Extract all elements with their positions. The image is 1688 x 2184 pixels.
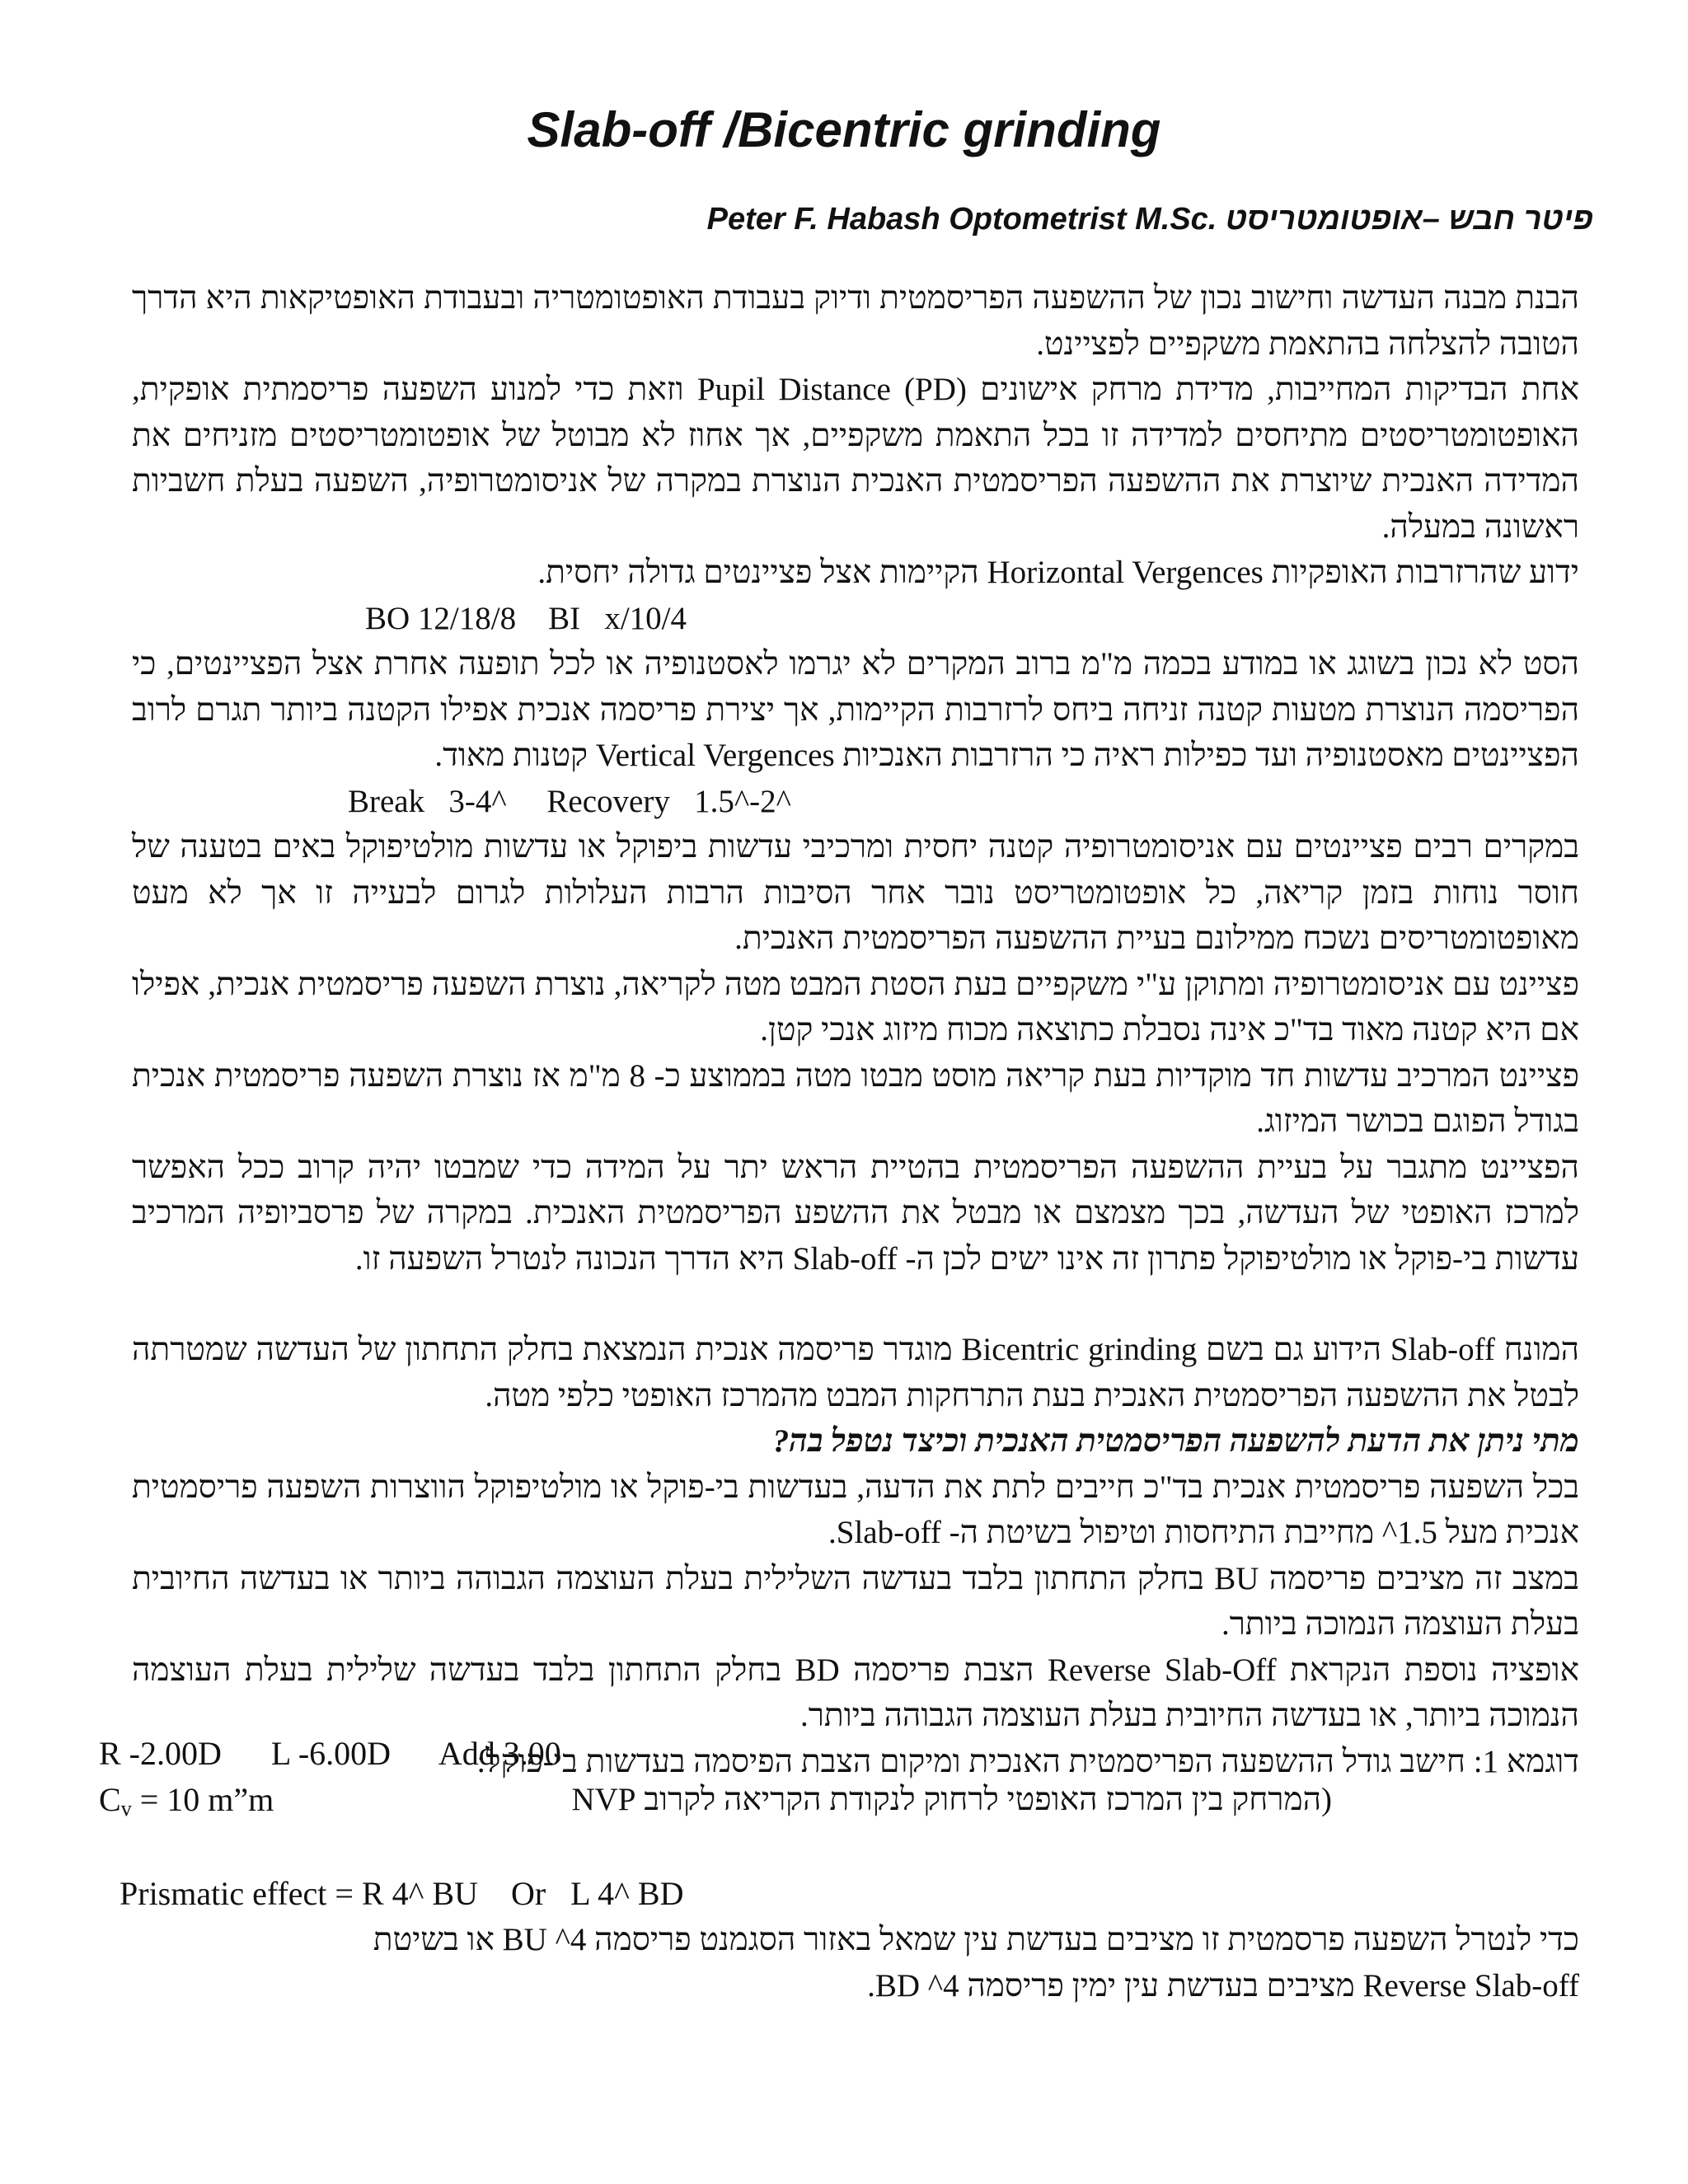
example-cv-note: (המרחק בין המרכז האופטי לרחוק לנקודת הקריאה לקרוב NVP xyxy=(571,1782,1332,1817)
example-prescription: R -2.00D L -6.00D Add 3.00 xyxy=(99,1735,561,1772)
example-solution-line-1: כדי לנטרל השפעה פרסמטית זו מציבים בעדשת עין שמאל באזור הסגמנט פריסמה BU ^4 או בשיטת xyxy=(373,1922,1579,1957)
example-prismatic-effect: Prismatic effect = R 4^ BU Or L 4^ BD xyxy=(120,1875,684,1912)
question-heading: מתי ניתן את הדעת להשפעה הפריסמטית האנכית וכיצד נטפל בה? xyxy=(772,1423,1579,1459)
cv-symbol: C xyxy=(99,1781,121,1818)
example-cv xyxy=(99,1777,274,1823)
paragraph-head-tilt: הפציינט מתגבר על בעיית ההשפעה הפריסמטית בהטיית הראש יתר על המידה כדי שמבטו יהיה קרוב ככל האפשר למרכז האופטי של העדשה, בכך מצמצם או מבטל את ההשפע הפריסמטית האנכית. במקרה של פרסביופיה המרכיב עדשות בי-פוקל או מולטיפוקל פתרון זה אינו ישים לכן ה- Slab-off היא הדרך הנכונה לנטרל השפעה זו. xyxy=(132,1149,1579,1277)
paragraph-bu-prism: במצב זה מציבים פריסמה BU בחלק התחתון בלבד בעדשה השלילית בעלת העוצמה הגבוהה ביותר או בעדשה החיובית בעלת העוצמה הנמוכה ביותר. xyxy=(132,1560,1579,1642)
paragraph-intro: הבנת מבנה העדשה וחישוב נכון של ההשפעה הפריסמטית ודיוק בעבודת האופטומטריה ובעבודת האופטיקאות היא הדרך הטובה להצלחה בהתאמת משקפיים לפציינט. xyxy=(132,280,1579,362)
paragraph-anisometropia: במקרים רבים פציינטים עם אניסומטרופיה קטנה יחסית ומרכיבי עדשות ביפוקל או עדשות מולטיפוקל באים בטענה של חוסר נוחות בזמן קריאה, כל אופטומטריסט נובר אחר הסיבות הרבות העלולות לגרום לבעייה זו אך לא מעט מאופטומטריסים נשכח ממילונם בעיית ההשפעה הפריסמטית האנכית. xyxy=(132,829,1579,956)
paragraph-threshold: בכל השפעה פריסמטית אנכית בד"כ חייבים לתת את הדעה, בעדשות בי-פוקל או מולטיפוקל הווצרות השפעה פריסמטית אנכית מעל 1.5^ מחייבת התיחסות וטיפול בשיטת ה- Slab-off. xyxy=(132,1469,1579,1550)
paragraph-reverse-slab-off: אופציה נוספת הנקראת Reverse Slab-Off הצבת פריסמה BD בחלק התחתון בלבד בעדשה שלילית בעלת העוצמה הנמוכה ביותר, או בעדשה החיובית בעלת העוצמה הגבוהה ביותר. xyxy=(132,1652,1579,1733)
document-title: Slab-off /Bicentric grinding xyxy=(527,102,1161,157)
cv-subscript: v xyxy=(120,1797,132,1821)
paragraph-slab-off-definition: המונח Slab-off הידוע גם בשם Bicentric grinding מוגדר פריסמה אנכית הנמצאת בחלק התחתון של העדשה שמטרתה לבטל את ההשפעה הפריסמטית האנכית בעת התרחקות המבט מהמרכז האופטי כלפי מטה. xyxy=(132,1332,1580,1413)
cv-value: = 10 m”m xyxy=(131,1781,274,1818)
paragraph-reading-prism: פציינט עם אניסומטרופיה ומתוקן ע"י משקפיים בעת הסטת המבט מטה לקריאה, נוצרת השפעה פריסמטית אנכית, אפילו אם היא קטנה מאוד בד"כ אינה נסבלת כתוצאה מכוח מיזוג אנכי קטן. xyxy=(132,966,1579,1047)
paragraph-gap xyxy=(132,1282,1579,1327)
paragraph-pd: אחת הבדיקות המחייבות, מדידת מרחק אישונים Pupil Distance (PD) וזאת כדי למנוע השפעה פריסמתית אופקית, האופטומטריסטים מתיחסים למדידה זו בכל התאמת משקפיים, אך אחוז לא מבוטל של אופטומטריסטים מזניחים את המדידה האנכית שיוצרת את ההשפעה הפריסמטית האנכית הנוצרת במקרה של אניסומטרופיה, השפעה בעלת חשביות ראשונה במעלה. xyxy=(132,372,1579,545)
vertical-vergence-values: Break 3-4^ Recovery 1.5^-2^ xyxy=(348,783,791,819)
author-line: Peter F. Habash Optometrist M.Sc. פיטר חבש –אופטומטריסט xyxy=(706,202,1593,237)
paragraph-vertical-vergences: הסט לא נכון בשוגג או במודע בכמה מ"מ ברוב המקרים לא יגרמו לאסטנופיה או לכל תופעה אחרת אצל הפציינטים, כי הפריסמה הנוצרת מטעות קטנה זניחה ביחס לרזרבות הקיימות, אך יצירת פריסמה אנכית אפילו הקטנה ביותר תגרם לרוב הפציינטים מאסטנופיה ועד כפילות ראיה כי הרזרבות האנכיות Vertical Vergences קטנות מאוד. xyxy=(132,646,1579,773)
horizontal-vergence-values: BO 12/18/8 BI x/10/4 xyxy=(365,600,687,636)
document-body xyxy=(132,275,1579,1784)
example-solution-line-2: Reverse Slab-off מציבים בעדשת עין ימין פריסמה BD ^4. xyxy=(867,1968,1579,2004)
example-heading: דוגמא 1: חישב גודל ההשפעה הפריסמטית האנכית ומיקום הצבת הפיסמה בעדשות בי-פוקל: xyxy=(476,1743,1579,1779)
paragraph-single-vision: פציינט המרכיב עדשות חד מוקדיות בעת קריאה מוסט מבטו מטה בממוצע כ- 8 מ"מ אז נוצרת השפעה פריסמטית אנכית בגודל הפוגם בכושר המיזוג. xyxy=(132,1057,1579,1139)
paragraph-horizontal-vergences: ידוע שהרזרבות האופקיות Horizontal Vergences הקיימות אצל פציינטים גדולה יחסית. xyxy=(537,555,1579,590)
